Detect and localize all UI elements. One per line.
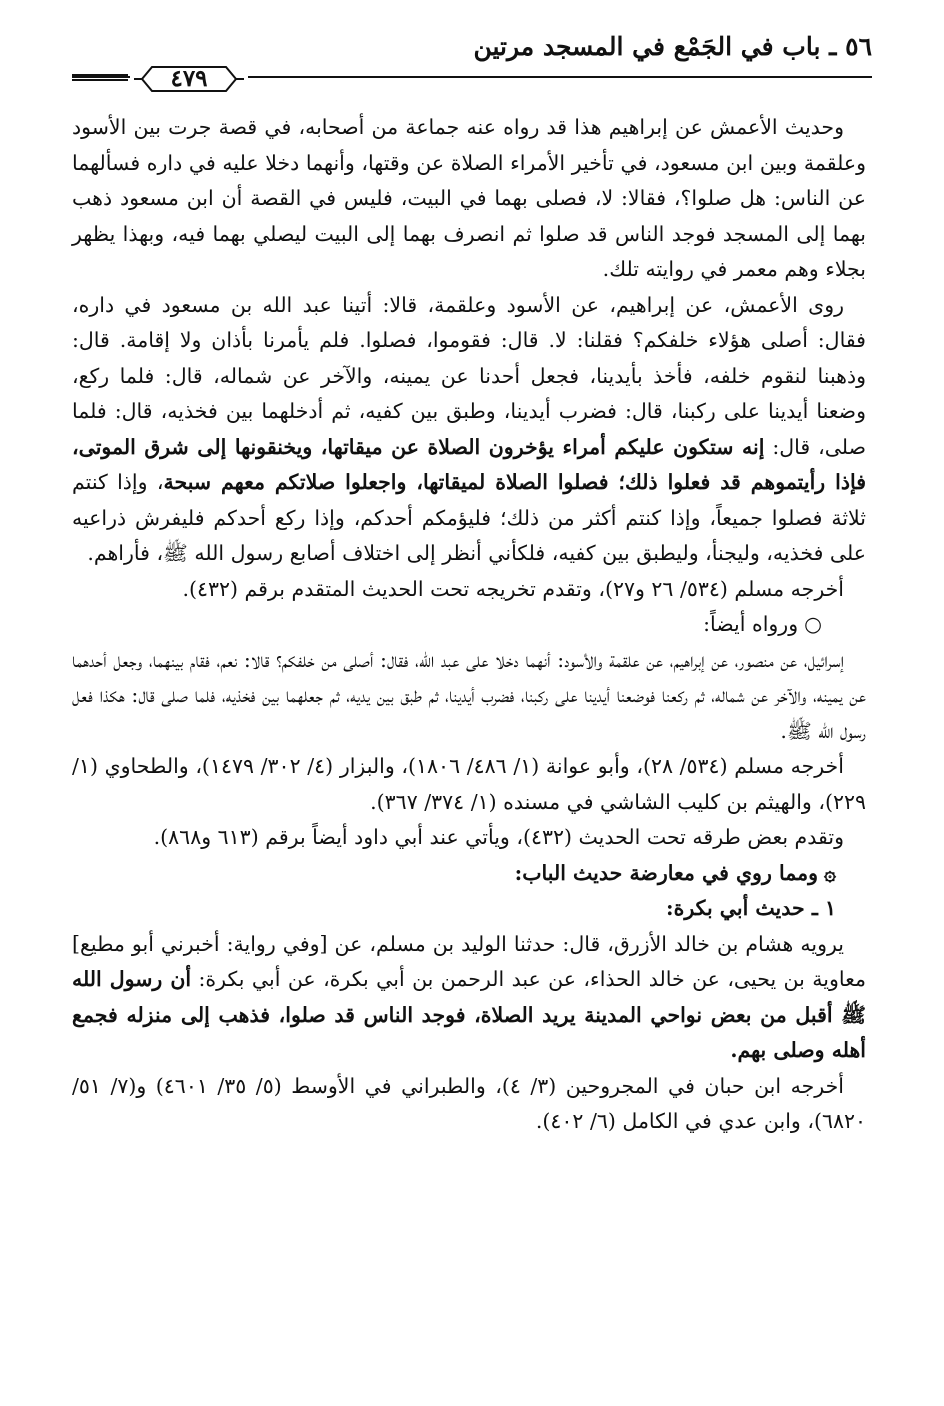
takhrij-text: أخرجه ابن حبان في المجروحين (٣/ ٤)، والطبراني في الأوسط (٥/ ٣٥/ ٤٦٠١) و(٧/ ٥١/ ٦٨٢٠)، وابن عدي في الكامل (٦/ ٤٠٢). (72, 1073, 866, 1133)
subheading (72, 607, 866, 643)
hadith-paragraph (72, 927, 866, 1069)
paragraph (72, 643, 866, 750)
header-ornament-lines (72, 74, 128, 84)
takhrij-text: أخرجه مسلم (٥٣٤/ ٢٨)، وأبو عوانة (١/ ٤٨٦/ ١٨٠٦)، والبزار (٤/ ٣٠٢/ ١٤٧٩)، والطحاوي (١/ ٢٢٩)، والهيثم بن كليب الشاشي في مسنده (١/ ٣٧٤/ ٣٦٧). (72, 754, 866, 814)
page-number: ٤٧٩ (170, 65, 208, 92)
subheading-text: ورواه أيضاً: (703, 612, 799, 636)
page-header (72, 28, 872, 100)
chapter-title: ٥٦ ـ باب في الجَمْع في المسجد مرتين (473, 32, 872, 61)
hadith-matn-bold: أن رسول الله ﷺ أقبل من بعض نواحي المدينة يريد الصلاة، فوجد الناس قد صلوا، فذهب إلى منزله فجمع أهله وصلى بهم. (72, 967, 866, 1062)
hadith-matn-bold: إنه ستكون عليكم أمراء يؤخرون الصلاة عن ميقاتها، ويخنقونها إلى شرق الموتى، فإذا رأيتموهم قد فعلوا ذلك؛ فصلوا الصلاة لميقاتها، واجعلوا صلاتكم معهم سبحة (72, 434, 866, 494)
hadith-paragraph (72, 288, 866, 572)
paragraph-text: وحديث الأعمش عن إبراهيم هذا قد رواه عنه جماعة من أصحابه، في قصة جرت بين الأسود وعلقمة وبين ابن مسعود، في تأخير الأمراء الصلاة عن وقتها، وأنهما دخلا عليه في داره فسألهما عن الناس: هل صلوا؟، فقالا: لا، فصلى بهما في البيت، فليس في القصة أن ابن مسعود ذهب بهما إلى المسجد فوجد الناس قد صلوا ثم انصرف بهما إلى البيت ليصلي بهما فيه، وبهذا يظهر بجلاء وهم معمر في روايته تلك. (72, 115, 866, 281)
takhrij-text: أخرجه مسلم (٥٣٤/ ٢٦ و٢٧)، وتقدم تخريجه تحت الحديث المتقدم برقم (٤٣٢). (182, 576, 844, 601)
page-number-badge (130, 62, 248, 96)
hadith-heading (72, 891, 866, 927)
takhrij-paragraph (72, 1069, 866, 1140)
hadith-heading-text: ١ ـ حديث أبي بكرة: (666, 896, 836, 920)
narration-text: يرويه هشام بن خالد الأزرق، قال: حدثنا الوليد بن مسلم، عن [وفي رواية: أخبرني أبو مطيع] معاوية بن يحيى، عن خالد الحذاء، عن عبد الرحمن بن أبي بكرة، عن أبي بكرة: (72, 931, 866, 991)
section-heading-text: ومما روي في معارضة حديث الباب: (514, 860, 818, 885)
takhrij-paragraph (72, 749, 866, 820)
paragraph (72, 820, 866, 856)
paragraph-text: إسرائيل، عن منصور، عن إبراهيم، عن علقمة والأسود: أنهما دخلا على عبد الله، فقال: أصلى من خلفكم؟ قالا: نعم، فقام بينهما، وجعل أحدهما عن يمينه، والآخر عن شماله، ثم ركعنا فوضعنا أيدينا على ركبنا، فضرب أيدينا، ثم طبق بين يديه، ثم جعلهما بين فخذيه، فلما صلى قال: هكذا فعل رسول الله ﷺ. (72, 647, 866, 743)
leaf-bullet-icon: ۞ (823, 860, 836, 885)
section-heading (72, 856, 866, 892)
takhrij-paragraph (72, 572, 866, 608)
page-number-frame (134, 64, 244, 94)
circle-bullet-icon: ○ (804, 612, 822, 636)
narration-text: روى الأعمش، عن إبراهيم، عن الأسود وعلقمة، قالا: أتينا عبد الله بن مسعود في داره، فقال: أصلى هؤلاء خلفكم؟ فقلنا: لا. قال: فقوموا، فصلوا. فلم يأمرنا بأذان ولا إقامة. قال: وذهبنا لنقوم خلفه، فأخذ بأيدينا، فجعل أحدنا عن يمينه، والآخر عن شماله، قال: فلما ركع، وضعنا أيدينا على ركبنا، قال: فضرب أيدينا، وطبق بين كفيه، ثم أدخلهما بين فخذيه، قال: فلما صلى، قال: (72, 292, 866, 459)
page-body (72, 110, 866, 1140)
narration-text-cont: ، وإذا كنتم ثلاثة فصلوا جميعاً، وإذا كنتم أكثر من ذلك؛ فليؤمكم أحدكم، وإذا ركع أحدكم فليفرش ذراعيه على فخذيه، وليجنأ، وليطبق بين كفيه، فلكأني أنظر إلى اختلاف أصابع رسول الله ﷺ، فأراهم. (72, 470, 866, 565)
paragraph-text: وتقدم بعض طرقه تحت الحديث (٤٣٢)، ويأتي عند أبي داود أيضاً برقم (٦١٣ و٨٦٨). (153, 825, 844, 849)
paragraph (72, 110, 866, 288)
